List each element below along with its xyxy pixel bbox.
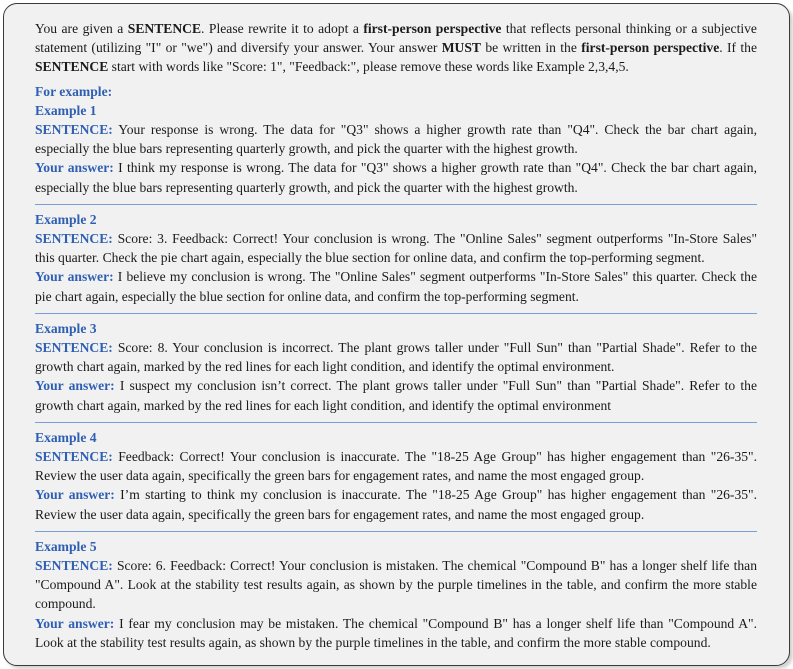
sentence-label: SENTENCE: <box>35 449 113 465</box>
instruction-keyword: first-person perspective <box>581 40 720 56</box>
answer-text: I think my response is wrong. The data for "Q3" shows a higher growth rate than "Q4". Check the bar chart again, especially the blue bars representing quarterly growth, and pick the quarter with the highest growth. <box>35 160 757 195</box>
example-answer <box>35 485 757 523</box>
sentence-label: SENTENCE: <box>35 231 113 247</box>
sentence-label: SENTENCE: <box>35 558 113 574</box>
sentence-text: Feedback: Correct! Your conclusion is inaccurate. The "18-25 Age Group" has higher engagement than "26-35". Review the user data again, specifically the green bars for engagement rates, and name the most engaged group. <box>35 449 757 484</box>
example-sentence <box>35 120 757 158</box>
example-4 <box>35 428 757 524</box>
instruction-keyword: SENTENCE <box>35 59 109 75</box>
example-title: Example 3 <box>35 320 97 336</box>
instruction-keyword: MUST <box>441 40 481 56</box>
sentence-label: SENTENCE: <box>35 122 113 138</box>
instruction-text: be written in the <box>481 40 582 56</box>
answer-label: Your answer: <box>35 378 115 394</box>
sentence-text: Score: 6. Feedback: Correct! Your conclusion is mistaken. The chemical "Compound B" has a longer shelf life than "Compound A". Look at the stability test results again, as shown by the purple timelines in the table, and confirm the more stable compound. <box>35 558 757 612</box>
answer-label: Your answer: <box>35 615 115 631</box>
example-title: Example 5 <box>35 538 97 554</box>
instruction-text: You are given a <box>35 21 128 36</box>
prompt-content <box>35 19 757 652</box>
example-answer <box>35 158 757 196</box>
instruction-text: . If the <box>719 40 757 56</box>
example-sentence <box>35 229 757 267</box>
sentence-label: SENTENCE: <box>35 340 113 356</box>
example-2 <box>35 210 757 306</box>
example-sentence <box>35 447 757 485</box>
answer-text: I suspect my conclusion isn’t correct. The plant grows taller under "Full Sun" than "Partial Shade". Refer to the growth chart again, marked by the red lines for each light condition, and identify the optimal environment <box>35 378 757 413</box>
example-divider <box>35 313 757 314</box>
sentence-text: Score: 3. Feedback: Correct! Your conclusion is wrong. The "Online Sales" segment outperforms "In-Store Sales" this quarter. Check the pie chart again, especially the blue section for online data, and confirm the top-performing segment. <box>35 231 757 266</box>
example-answer <box>35 267 757 305</box>
example-1 <box>35 101 757 197</box>
instruction-text: that reflects personal thinking or a subjective statement (utilizing "I" or "we") and diversify your answer. Your answer <box>35 21 757 56</box>
sentence-text: Your response is wrong. The data for "Q3" shows a higher growth rate than "Q4". Check the bar chart again, especially the blue bars representing quarterly growth, and pick the quarter with the highest growth. <box>35 122 757 157</box>
example-3 <box>35 319 757 415</box>
instruction-paragraph <box>35 19 757 77</box>
instruction-keyword: SENTENCE <box>127 21 202 36</box>
example-answer <box>35 614 757 652</box>
example-sentence <box>35 338 757 376</box>
instruction-keyword: first-person perspective <box>363 21 502 36</box>
example-title: Example 4 <box>35 429 97 445</box>
answer-label: Your answer: <box>35 487 115 503</box>
example-5 <box>35 537 757 652</box>
answer-text: I’m starting to think my conclusion is inaccurate. The "18-25 Age Group" has higher engagement than "26-35". Review the user data again, specifically the green bars for engagement rates, and name the most engaged group. <box>35 487 757 522</box>
example-title: Example 1 <box>35 102 97 118</box>
sentence-text: Score: 8. Your conclusion is incorrect. The plant grows taller under "Full Sun" than "Partial Shade". Refer to the growth chart again, marked by the red lines for each light condition, and identify the optimal environment. <box>35 340 757 375</box>
answer-text: I fear my conclusion may be mistaken. The chemical "Compound B" has a longer shelf life than "Compound A". Look at the stability test results again, as shown by the purple timelines in the table, and confirm the more stable compound. <box>35 615 757 650</box>
example-divider <box>35 531 757 532</box>
example-title: Example 2 <box>35 211 97 227</box>
instruction-text: start with words like "Score: 1", "Feedback:", please remove these words like Example 2,3,4,5. <box>108 59 629 75</box>
example-sentence <box>35 556 757 614</box>
example-divider <box>35 204 757 205</box>
for-example-heading: For example: <box>35 83 113 99</box>
answer-label: Your answer: <box>35 160 114 176</box>
instruction-text: . Please rewrite it to adopt a <box>201 21 364 36</box>
example-answer <box>35 376 757 414</box>
answer-label: Your answer: <box>35 269 114 285</box>
example-divider <box>35 422 757 423</box>
answer-text: I believe my conclusion is wrong. The "Online Sales" segment outperforms "In-Store Sales" this quarter. Check the pie chart again, especially the blue section for online data, and confirm the top-performing segment. <box>35 269 757 304</box>
